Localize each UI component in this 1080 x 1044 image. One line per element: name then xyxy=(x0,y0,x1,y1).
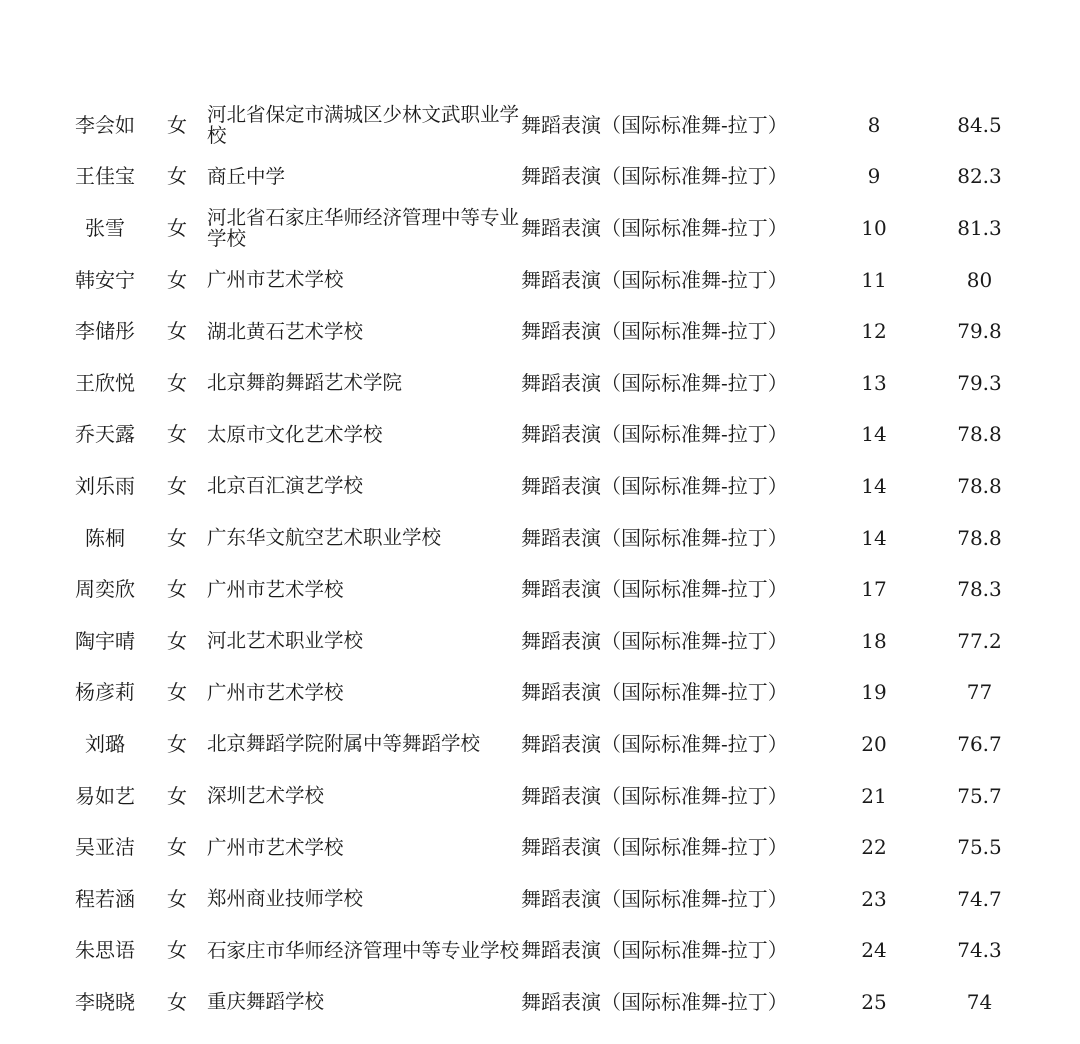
major-cell: 舞蹈表演（国际标准舞-拉丁） xyxy=(521,731,788,756)
school-cell: 太原市文化艺术学校 xyxy=(207,422,383,446)
rank-cell: 24 xyxy=(861,938,887,963)
gender-cell: 女 xyxy=(167,319,187,344)
major-cell: 舞蹈表演（国际标准舞-拉丁） xyxy=(521,783,788,808)
table-row xyxy=(55,615,1030,667)
major-cell: 舞蹈表演（国际标准舞-拉丁） xyxy=(521,835,788,860)
table-row xyxy=(55,357,1030,409)
gender-cell: 女 xyxy=(167,473,187,498)
rank-cell: 18 xyxy=(861,628,887,653)
score-cell: 74.7 xyxy=(957,886,1002,911)
school-cell: 河北艺术职业学校 xyxy=(207,629,364,653)
school-cell: 广州市艺术学校 xyxy=(207,835,344,859)
major-cell: 舞蹈表演（国际标准舞-拉丁） xyxy=(521,370,788,395)
major-cell: 舞蹈表演（国际标准舞-拉丁） xyxy=(521,525,788,550)
student-name-cell: 刘璐 xyxy=(85,731,125,756)
rank-cell: 25 xyxy=(861,989,887,1014)
major-cell: 舞蹈表演（国际标准舞-拉丁） xyxy=(521,422,788,447)
student-name-cell: 周奕欣 xyxy=(75,577,135,602)
student-name-cell: 易如艺 xyxy=(75,783,135,808)
gender-cell: 女 xyxy=(167,525,187,550)
school-cell: 湖北黄石艺术学校 xyxy=(207,319,364,343)
major-cell: 舞蹈表演（国际标准舞-拉丁） xyxy=(521,267,788,292)
score-cell: 79.3 xyxy=(957,370,1002,395)
school-cell: 北京舞韵舞蹈艺术学院 xyxy=(207,371,403,395)
student-name-cell: 李储彤 xyxy=(75,319,135,344)
school-cell: 郑州商业技师学校 xyxy=(207,887,364,911)
student-name-cell: 李会如 xyxy=(75,112,135,137)
rank-cell: 12 xyxy=(861,319,887,344)
score-cell: 78.8 xyxy=(957,473,1002,498)
gender-cell: 女 xyxy=(167,680,187,705)
student-name-cell: 杨彦莉 xyxy=(75,680,135,705)
school-cell: 广州市艺术学校 xyxy=(207,577,344,601)
rank-cell: 14 xyxy=(861,525,887,550)
table-row xyxy=(55,563,1030,615)
student-name-cell: 乔天露 xyxy=(75,422,135,447)
major-cell: 舞蹈表演（国际标准舞-拉丁） xyxy=(521,319,788,344)
major-cell: 舞蹈表演（国际标准舞-拉丁） xyxy=(521,112,788,137)
student-name-cell: 程若涵 xyxy=(75,886,135,911)
gender-cell: 女 xyxy=(167,370,187,395)
score-cell: 82.3 xyxy=(957,164,1002,189)
major-cell: 舞蹈表演（国际标准舞-拉丁） xyxy=(521,577,788,602)
school-cell: 北京百汇演艺学校 xyxy=(207,474,364,498)
rank-cell: 23 xyxy=(861,886,887,911)
rank-cell: 10 xyxy=(861,215,887,240)
gender-cell: 女 xyxy=(167,422,187,447)
table-row xyxy=(55,460,1030,512)
rank-cell: 20 xyxy=(861,731,887,756)
table-row xyxy=(55,151,1030,203)
gender-cell: 女 xyxy=(167,938,187,963)
school-cell: 深圳艺术学校 xyxy=(207,784,325,808)
major-cell: 舞蹈表演（国际标准舞-拉丁） xyxy=(521,886,788,911)
score-cell: 77 xyxy=(966,680,993,705)
gender-cell: 女 xyxy=(167,267,187,292)
rank-cell: 14 xyxy=(861,422,887,447)
major-cell: 舞蹈表演（国际标准舞-拉丁） xyxy=(521,473,788,498)
gender-cell: 女 xyxy=(167,577,187,602)
major-cell: 舞蹈表演（国际标准舞-拉丁） xyxy=(521,989,788,1014)
gender-cell: 女 xyxy=(167,886,187,911)
school-cell: 河北省保定市满城区少林文武职业学校 xyxy=(207,102,520,147)
table-row xyxy=(55,976,1030,1028)
score-cell: 79.8 xyxy=(957,319,1002,344)
student-name-cell: 刘乐雨 xyxy=(75,473,135,498)
rank-cell: 9 xyxy=(867,164,881,189)
table-row xyxy=(55,873,1030,925)
rank-cell: 17 xyxy=(861,577,887,602)
score-cell: 74.3 xyxy=(957,938,1002,963)
gender-cell: 女 xyxy=(167,835,187,860)
gender-cell: 女 xyxy=(167,112,187,137)
score-cell: 78.8 xyxy=(957,525,1002,550)
major-cell: 舞蹈表演（国际标准舞-拉丁） xyxy=(521,938,788,963)
major-cell: 舞蹈表演（国际标准舞-拉丁） xyxy=(521,215,788,240)
gender-cell: 女 xyxy=(167,164,187,189)
major-cell: 舞蹈表演（国际标准舞-拉丁） xyxy=(521,628,788,653)
score-cell: 75.7 xyxy=(957,783,1002,808)
score-cell: 76.7 xyxy=(957,731,1002,756)
school-cell: 广东华文航空艺术职业学校 xyxy=(207,526,442,550)
gender-cell: 女 xyxy=(167,989,187,1014)
student-name-cell: 吴亚洁 xyxy=(75,835,135,860)
table-row xyxy=(55,718,1030,770)
gender-cell: 女 xyxy=(167,783,187,808)
major-cell: 舞蹈表演（国际标准舞-拉丁） xyxy=(521,164,788,189)
school-cell: 广州市艺术学校 xyxy=(207,268,344,292)
school-cell: 石家庄市华师经济管理中等专业学校 xyxy=(207,938,520,962)
rank-cell: 19 xyxy=(861,680,887,705)
table-row xyxy=(55,821,1030,873)
table-row xyxy=(55,925,1030,977)
score-cell: 78.8 xyxy=(957,422,1002,447)
student-name-cell: 王欣悦 xyxy=(75,370,135,395)
rank-cell: 11 xyxy=(861,267,887,292)
table-row xyxy=(55,512,1030,564)
rank-cell: 21 xyxy=(861,783,887,808)
score-cell: 80 xyxy=(966,267,993,292)
table-row xyxy=(55,254,1030,306)
score-cell: 75.5 xyxy=(957,835,1002,860)
major-cell: 舞蹈表演（国际标准舞-拉丁） xyxy=(521,680,788,705)
score-cell: 84.5 xyxy=(957,112,1002,137)
table-row xyxy=(55,770,1030,822)
score-cell: 78.3 xyxy=(957,577,1002,602)
student-name-cell: 张雪 xyxy=(85,215,125,240)
school-cell: 河北省石家庄华师经济管理中等专业学校 xyxy=(207,205,520,250)
school-cell: 广州市艺术学校 xyxy=(207,680,344,704)
rank-cell: 8 xyxy=(867,112,881,137)
score-cell: 74 xyxy=(966,989,993,1014)
rank-cell: 13 xyxy=(861,370,887,395)
student-name-cell: 李晓晓 xyxy=(75,989,135,1014)
table-row xyxy=(55,409,1030,461)
school-cell: 重庆舞蹈学校 xyxy=(207,990,325,1014)
table-row xyxy=(55,202,1030,254)
table-row xyxy=(55,99,1030,151)
table-row xyxy=(55,667,1030,719)
score-cell: 77.2 xyxy=(957,628,1002,653)
table-row xyxy=(55,305,1030,357)
score-cell: 81.3 xyxy=(957,215,1002,240)
rank-cell: 14 xyxy=(861,473,887,498)
rank-cell: 22 xyxy=(861,835,887,860)
gender-cell: 女 xyxy=(167,215,187,240)
school-cell: 商丘中学 xyxy=(207,164,286,188)
student-name-cell: 韩安宁 xyxy=(75,267,135,292)
gender-cell: 女 xyxy=(167,731,187,756)
student-name-cell: 王佳宝 xyxy=(75,164,135,189)
student-name-cell: 陶宇晴 xyxy=(75,628,135,653)
student-name-cell: 陈桐 xyxy=(85,525,125,550)
gender-cell: 女 xyxy=(167,628,187,653)
student-name-cell: 朱思语 xyxy=(75,938,135,963)
results-table xyxy=(55,99,1030,1028)
school-cell: 北京舞蹈学院附属中等舞蹈学校 xyxy=(207,732,481,756)
